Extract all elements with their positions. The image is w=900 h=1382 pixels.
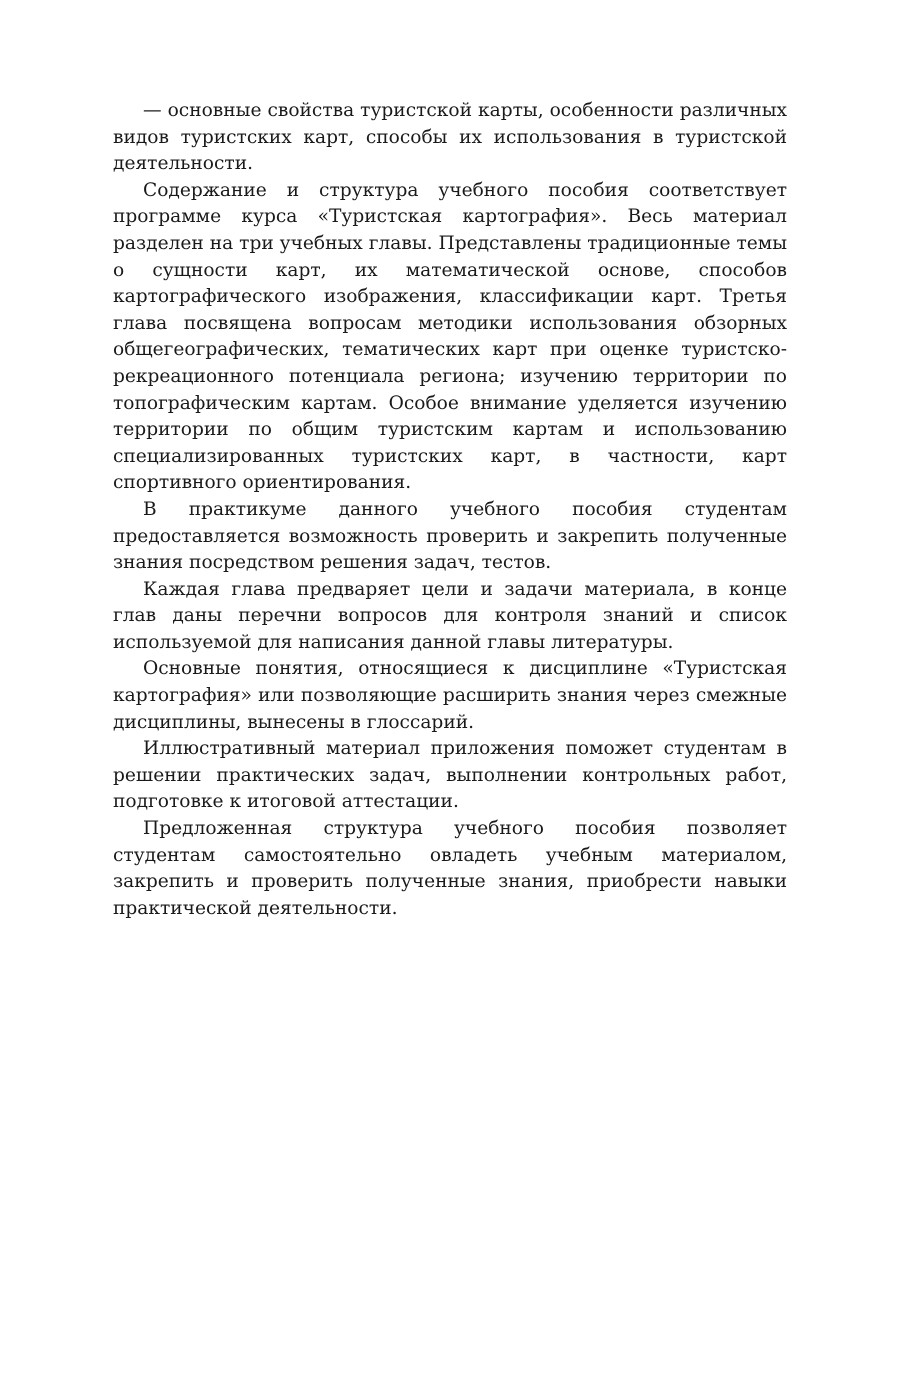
paragraph-glossary: Основные понятия, относящиеся к дисциплине «Туристская картография» или позволяющие расширить знания через смежные дисциплины, вынесены в глоссарий. — [113, 658, 787, 733]
paragraph-list-item-continuation: — основные свойства туристской карты, особенности различных видов туристских карт, способы их использования в туристской деятельности. — [113, 100, 787, 175]
paragraph-illustrations: Иллюстративный материал приложения поможет студентам в решении практических задач, выполнении контрольных работ, подготовке к итоговой аттестации. — [113, 738, 787, 813]
page-body — [113, 98, 787, 922]
paragraph-practicum: В практикуме данного учебного пособия студентам предоставляется возможность проверить и закрепить полученные знания посредством решения задач, тестов. — [113, 498, 787, 574]
paragraph-chapter-goals: Каждая глава предваряет цели и задачи материала, в конце глав даны перечни вопросов для контроля знаний и список используемой для написания данной главы литературы. — [113, 578, 787, 653]
paragraph-conclusion: Предложенная структура учебного пособия позволяет студентам самостоятельно овладеть учебным материалом, закрепить и проверить полученные знания, приобрести навыки практической деятельности. — [113, 818, 787, 919]
paragraph-content-structure: Содержание и структура учебного пособия соответствует программе курса «Туристская картография». Весь материал разделен на три учебных главы. Представлены традиционные темы о сущности карт, их математической основе, способов картографического изображения, классификации карт. Третья глава посвящена вопросам методики использования обзорных общегеографических, тематических карт при оценке туристско-рекреационного потенциала региона; изучению территории по топографическим картам. Особое внимание уделяется изучению территории по общим туристским картам и использованию специализированных туристских карт, в частности, карт спортивного ориентирования. — [113, 179, 787, 494]
